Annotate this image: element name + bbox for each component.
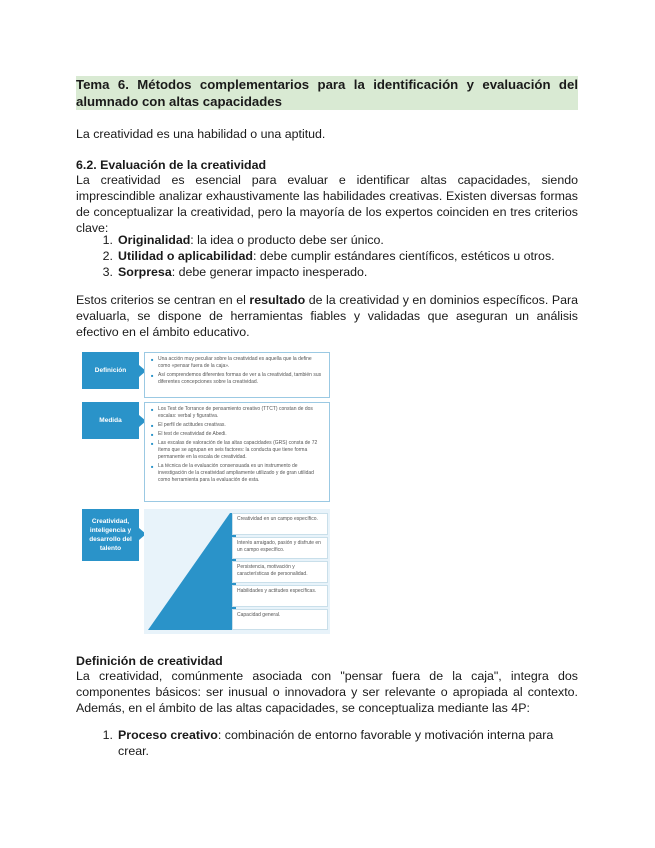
four-p-text: : combinación de entorno favorable y motivación interna para crear. [118,728,554,758]
criterion-text: : la idea o producto debe ser único. [190,233,384,247]
pyramid-layer: Creatividad en un campo específico. [232,513,328,535]
results-text-after: de la creatividad y en dominios específicos. Para evaluarla, se dispone de herramientas fiables y validadas que aseguran un análisis efectivo en el ámbito educativo. [76,293,578,339]
definicion-box [144,352,330,398]
section-heading-6-2: 6.2. Evaluación de la creatividad [76,158,267,172]
tag-definicion: Definición [82,352,139,389]
intro-paragraph: La creatividad es una habilidad o una aptitud. [76,127,326,141]
medida-item: ■ Las escalas de valoración de las altas capacidades (GRS) consta de 72 ítems que se agrupan en seis factores: la conducta que tiene forma permanente en la escala de creatividad. [151,440,325,461]
four-p-term: Proceso creativo [118,728,218,742]
criterion-text: : debe cumplir estándares científicos, estéticos u otros. [252,249,555,263]
creativity-figure [82,352,332,634]
definition-heading: Definición de creatividad [76,654,223,668]
list-number: 2. [102,249,113,263]
definition-paragraph: La creatividad, comúnmente asociada con "pensar fuera de la caja", integra dos componentes básicos: ser inusual o innovadora y ser relevante o apropiada al contexto. Además, en el ámbito de las altas capacidades, se conceptualiza mediante las 4P: [76,669,578,715]
tag-creatividad-inteligencia-talento: Creatividad, inteligencia y desarrollo del talento [82,509,139,561]
pyramid-panel [144,509,330,634]
list-number: 1. [102,728,113,742]
criterion-term: Utilidad o aplicabilidad [118,249,253,263]
section-paragraph: La creatividad es esencial para evaluar e identificar altas capacidades, siendo imprescindible analizar exhaustivamente las habilidades creativas. Existen diversas formas de conceptualizar la creatividad, pero la mayoría de los expertos coinciden en tres criterios clave: [76,173,578,235]
pyramid-triangle [148,513,236,630]
definicion-item: ■ Así comprendemos diferentes formas de ver a la creatividad, también sus diferentes concepciones sobre la creatividad. [151,372,325,386]
list-number: 3. [102,265,113,279]
criteria-list [76,232,578,280]
results-paragraph [76,292,578,340]
pyramid-layer: Persistencia, motivación y características de personalidad. [232,561,328,583]
pyramid-layer: Habilidades y actitudes específicas. [232,585,328,607]
pyramid-layer: Interés arraigado, pasión y disfrute en un campo específico. [232,537,328,559]
medida-item: ■ Los Test de Torrance de pensamiento creativo (TTCT) constan de dos escalas: verbal y figurativa. [151,406,325,420]
medida-item: ■ El test de creatividad de Abedi. [151,431,325,438]
document-title: Tema 6. Métodos complementarios para la identificación y evaluación del alumnado con altas capacidades [76,77,578,109]
criterion-text: : debe generar impacto inesperado. [171,265,368,279]
pyramid-layer: Capacidad general. [232,609,328,630]
four-p-list [76,727,578,759]
criterion-term: Sorpresa [118,265,172,279]
medida-item: ■ El perfil de actitudes creativas. [151,422,325,429]
list-item [76,727,578,759]
medida-box [144,402,330,502]
list-item [76,248,578,264]
medida-item: ■ La técnica de la evaluación consensuada es un instrumento de investigación de la creatividad ampliamente utilizado y de gran utilidad como herramienta para la evaluación de esta. [151,463,325,484]
criterion-term: Originalidad [118,233,191,247]
tag-medida: Medida [82,402,139,439]
definicion-item: ■ Una acción muy peculiar sobre la creatividad es aquella que la define como «pensar fuera de la caja». [151,356,325,370]
list-item [76,232,578,248]
results-text-before: Estos criterios se centran en el [76,293,250,307]
list-number: 1. [102,233,113,247]
results-bold: resultado [249,293,306,307]
list-item [76,264,578,280]
